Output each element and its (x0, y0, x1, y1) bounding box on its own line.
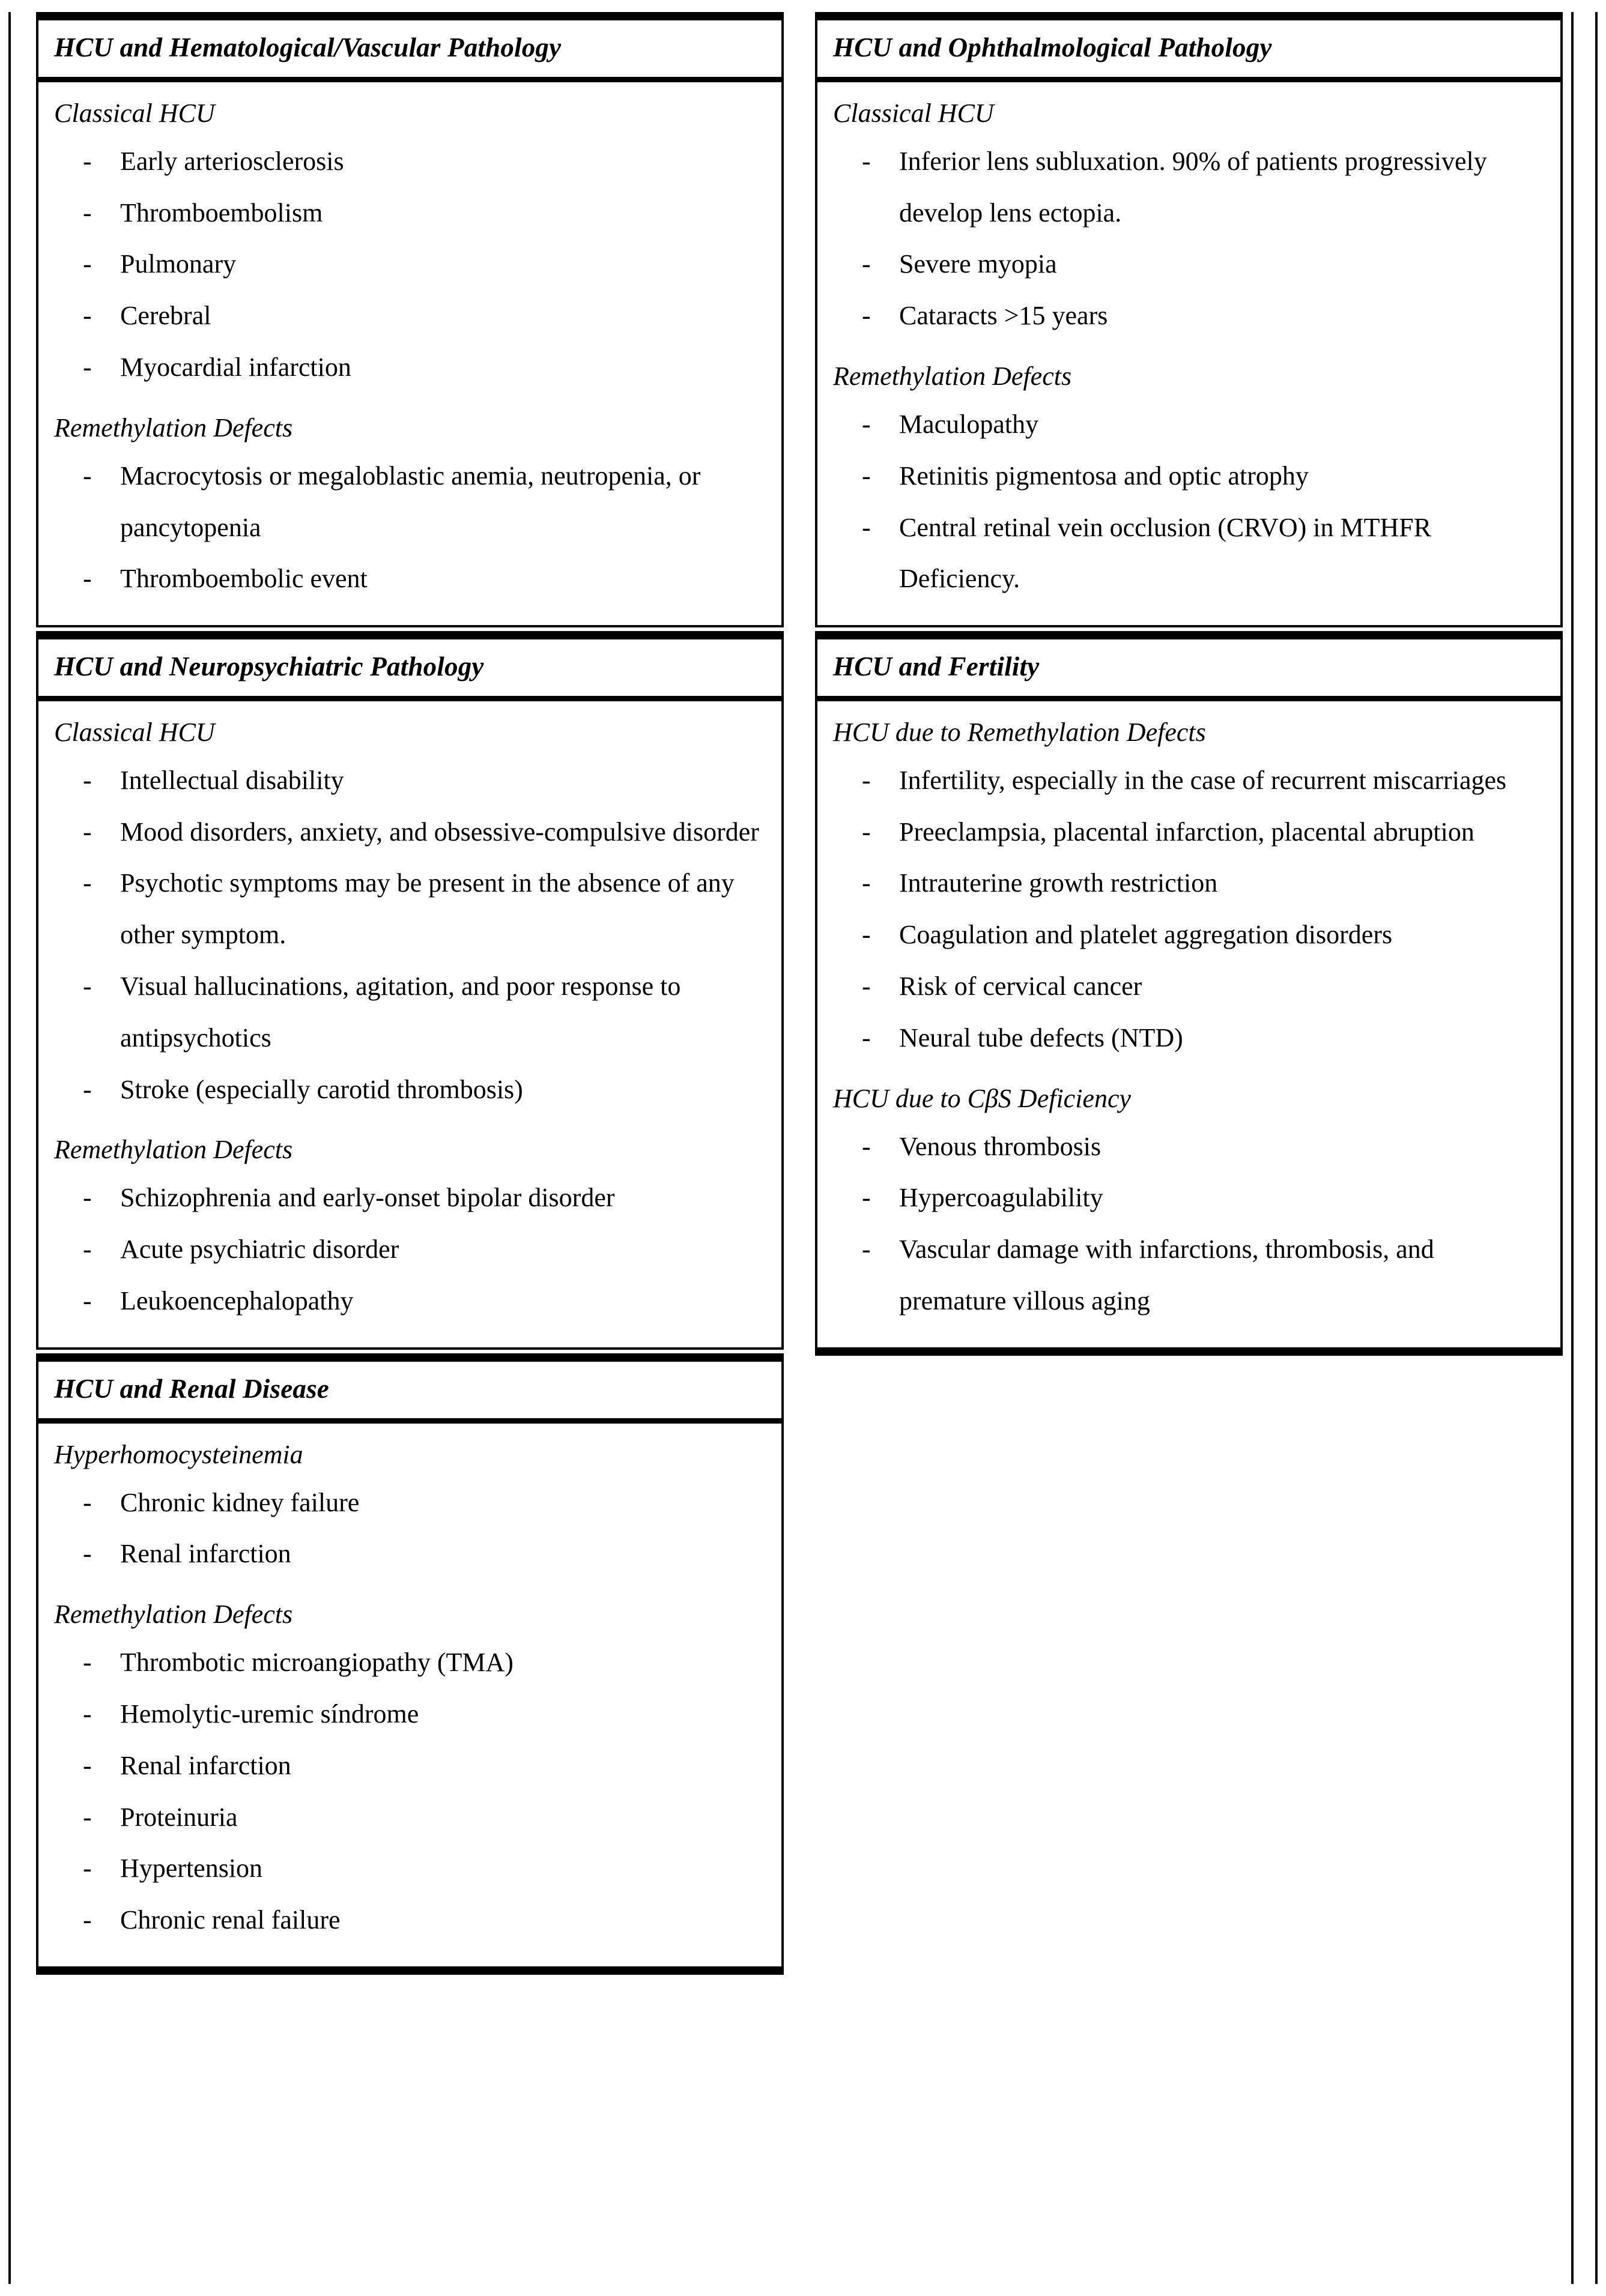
hyphen-bullet-icon: - (83, 971, 92, 1001)
section-body-neuropsychiatric (38, 701, 781, 1347)
hyphen-bullet-icon: - (862, 512, 871, 542)
list-item (833, 961, 1545, 1012)
hyphen-bullet-icon: - (862, 765, 871, 795)
section-table-fertility (815, 631, 1563, 1356)
list-item (54, 342, 766, 393)
list-item (54, 1637, 766, 1688)
list-item-label: Myocardial infarction (120, 352, 351, 382)
hyphen-bullet-icon: - (862, 817, 871, 847)
list-item (54, 755, 766, 806)
list-item (833, 399, 1545, 450)
list-item-label: Schizophrenia and early-onset bipolar disorder (120, 1183, 615, 1213)
list-item-label: Infertility, especially in the case of recurrent miscarriages (899, 765, 1507, 795)
list-item-label: Venous thrombosis (899, 1131, 1101, 1161)
hyphen-bullet-icon: - (83, 868, 92, 898)
list-item (833, 290, 1545, 342)
group-subheading: Remethylation Defects (54, 1600, 293, 1630)
group-item-list (54, 755, 766, 1116)
list-item (833, 238, 1545, 290)
section-title: HCU and Neuropsychiatric Pathology (54, 651, 484, 682)
section-header-hematological (38, 20, 781, 82)
list-item-label: Neural tube defects (NTD) (899, 1023, 1183, 1053)
list-item (833, 1172, 1545, 1224)
group-subheading: Classical HCU (54, 98, 215, 128)
list-item-label: Hypertension (120, 1853, 263, 1884)
list-item-label: Pulmonary (120, 249, 237, 279)
hyphen-bullet-icon: - (862, 301, 871, 331)
list-item (833, 1121, 1545, 1173)
hyphen-bullet-icon: - (83, 1750, 92, 1780)
list-item-label: Severe myopia (899, 249, 1057, 279)
section-body-fertility (817, 701, 1560, 1347)
list-item-label: Vascular damage with infarctions, thrombosis, and premature villous aging (899, 1234, 1434, 1316)
group-item-list (833, 399, 1545, 605)
list-item-label: Visual hallucinations, agitation, and poor response to antipsychotics (120, 971, 681, 1053)
list-item-label: Preeclampsia, placental infarction, placental abruption (899, 817, 1474, 847)
group-item-list (833, 1121, 1545, 1327)
hyphen-bullet-icon: - (83, 301, 92, 331)
list-item-label: Stroke (especially carotid thrombosis) (120, 1074, 523, 1104)
hyphen-bullet-icon: - (83, 1286, 92, 1316)
list-item (54, 450, 766, 554)
list-item-label: Inferior lens subluxation. 90% of patients progressively develop lens ectopia. (899, 146, 1487, 228)
list-item (54, 1792, 766, 1843)
section-table-hematological (36, 12, 784, 627)
hyphen-bullet-icon: - (83, 249, 92, 279)
list-item-label: Cerebral (120, 301, 211, 331)
list-item (54, 1172, 766, 1224)
group-item-list (54, 1477, 766, 1580)
list-item (833, 857, 1545, 909)
list-item-label: Intrauterine growth restriction (899, 868, 1218, 898)
section-title: HCU and Ophthalmological Pathology (833, 32, 1272, 62)
group-subheading: Hyperhomocysteinemia (54, 1439, 303, 1469)
two-column-layout (36, 12, 1571, 1975)
section-header-renal (38, 1362, 781, 1424)
group-item-list (833, 136, 1545, 342)
page-outer-frame-right-gutter (1571, 12, 1598, 2284)
hyphen-bullet-icon: - (83, 817, 92, 847)
group-subheading: Remethylation Defects (833, 361, 1072, 391)
list-item (54, 238, 766, 290)
section-body-ophthalmological (817, 82, 1560, 625)
list-item (54, 1064, 766, 1116)
group-item-list (54, 1172, 766, 1326)
list-item-label: Central retinal vein occlusion (CRVO) in MTHFR Deficiency. (899, 512, 1432, 594)
list-item-label: Maculopathy (899, 409, 1039, 439)
hyphen-bullet-icon: - (83, 1539, 92, 1569)
hyphen-bullet-icon: - (862, 409, 871, 439)
list-item (54, 136, 766, 187)
left-column (36, 12, 784, 1975)
list-item-label: Acute psychiatric disorder (120, 1234, 399, 1264)
hyphen-bullet-icon: - (83, 765, 92, 795)
section-header-fertility (817, 639, 1560, 701)
section-title: HCU and Fertility (833, 651, 1040, 682)
list-item-label: Renal infarction (120, 1750, 291, 1780)
list-item-label: Retinitis pigmentosa and optic atrophy (899, 461, 1309, 491)
list-item (54, 1894, 766, 1946)
hyphen-bullet-icon: - (862, 1183, 871, 1213)
list-item-label: Psychotic symptoms may be present in the absence of any other symptom. (120, 868, 735, 950)
section-body-hematological (38, 82, 781, 625)
hyphen-bullet-icon: - (83, 1648, 92, 1678)
section-table-renal (36, 1353, 784, 1975)
hyphen-bullet-icon: - (862, 1023, 871, 1053)
hyphen-bullet-icon: - (862, 1234, 871, 1264)
list-item (54, 1740, 766, 1792)
list-item (54, 187, 766, 239)
list-item-label: Intellectual disability (120, 765, 344, 795)
list-item (54, 1688, 766, 1740)
list-item (54, 290, 766, 342)
hyphen-bullet-icon: - (83, 146, 92, 176)
list-item-label: Cataracts >15 years (899, 301, 1108, 331)
hyphen-bullet-icon: - (862, 920, 871, 950)
list-item (833, 1012, 1545, 1064)
hyphen-bullet-icon: - (83, 1487, 92, 1517)
list-item (54, 1843, 766, 1894)
section-header-neuropsychiatric (38, 639, 781, 701)
group-subheading: Classical HCU (833, 98, 994, 128)
list-item (54, 1224, 766, 1275)
hyphen-bullet-icon: - (83, 461, 92, 491)
list-item (833, 755, 1545, 806)
group-item-list (54, 450, 766, 605)
hyphen-bullet-icon: - (83, 1234, 92, 1264)
hyphen-bullet-icon: - (83, 1802, 92, 1832)
section-title: HCU and Hematological/Vascular Pathology (54, 32, 562, 62)
list-item-label: Leukoencephalopathy (120, 1286, 354, 1316)
list-item-label: Risk of cervical cancer (899, 971, 1142, 1001)
list-item-label: Chronic renal failure (120, 1905, 341, 1935)
list-item (54, 1275, 766, 1327)
list-item-label: Early arteriosclerosis (120, 146, 344, 176)
list-item-label: Renal infarction (120, 1539, 291, 1569)
list-item (54, 857, 766, 961)
section-body-renal (38, 1424, 781, 1966)
hyphen-bullet-icon: - (83, 198, 92, 228)
hyphen-bullet-icon: - (862, 1131, 871, 1161)
hyphen-bullet-icon: - (862, 146, 871, 176)
hyphen-bullet-icon: - (862, 868, 871, 898)
group-subheading: Classical HCU (54, 717, 215, 747)
list-item-label: Hypercoagulability (899, 1183, 1103, 1213)
list-item (833, 136, 1545, 239)
list-item (833, 806, 1545, 858)
list-item (833, 1224, 1545, 1327)
list-item-label: Hemolytic-uremic síndrome (120, 1699, 419, 1729)
list-item (54, 1528, 766, 1580)
hyphen-bullet-icon: - (83, 1699, 92, 1729)
section-table-ophthalmological (815, 12, 1563, 627)
list-item-label: Thromboembolism (120, 198, 323, 228)
group-subheading: HCU due to Remethylation Defects (833, 717, 1206, 747)
group-subheading: Remethylation Defects (54, 1135, 293, 1165)
group-subheading: Remethylation Defects (54, 412, 293, 443)
list-item-label: Chronic kidney failure (120, 1487, 360, 1517)
list-item (54, 1477, 766, 1529)
list-item (833, 502, 1545, 605)
hyphen-bullet-icon: - (83, 1905, 92, 1935)
list-item (54, 806, 766, 858)
list-item-label: Coagulation and platelet aggregation disorders (899, 920, 1393, 950)
list-item-label: Macrocytosis or megaloblastic anemia, neutropenia, or pancytopenia (120, 461, 701, 542)
group-item-list (54, 136, 766, 393)
list-item-label: Thrombotic microangiopathy (TMA) (120, 1648, 514, 1678)
group-subheading: HCU due to CβS Deficiency (833, 1083, 1132, 1113)
section-header-ophthalmological (817, 20, 1560, 82)
group-item-list (833, 755, 1545, 1064)
hyphen-bullet-icon: - (83, 1074, 92, 1104)
section-table-neuropsychiatric (36, 631, 784, 1350)
hyphen-bullet-icon: - (83, 564, 92, 594)
list-item (833, 450, 1545, 502)
group-item-list (54, 1637, 766, 1946)
list-item-label: Proteinuria (120, 1802, 238, 1832)
list-item (833, 909, 1545, 961)
hyphen-bullet-icon: - (862, 249, 871, 279)
hyphen-bullet-icon: - (83, 352, 92, 382)
section-title: HCU and Renal Disease (54, 1373, 329, 1404)
list-item (54, 961, 766, 1064)
hyphen-bullet-icon: - (83, 1853, 92, 1884)
list-item (54, 553, 766, 605)
hyphen-bullet-icon: - (862, 971, 871, 1001)
hyphen-bullet-icon: - (862, 461, 871, 491)
hyphen-bullet-icon: - (83, 1183, 92, 1213)
right-column (815, 12, 1563, 1356)
list-item-label: Mood disorders, anxiety, and obsessive-compulsive disorder (120, 817, 759, 847)
list-item-label: Thromboembolic event (120, 564, 368, 594)
